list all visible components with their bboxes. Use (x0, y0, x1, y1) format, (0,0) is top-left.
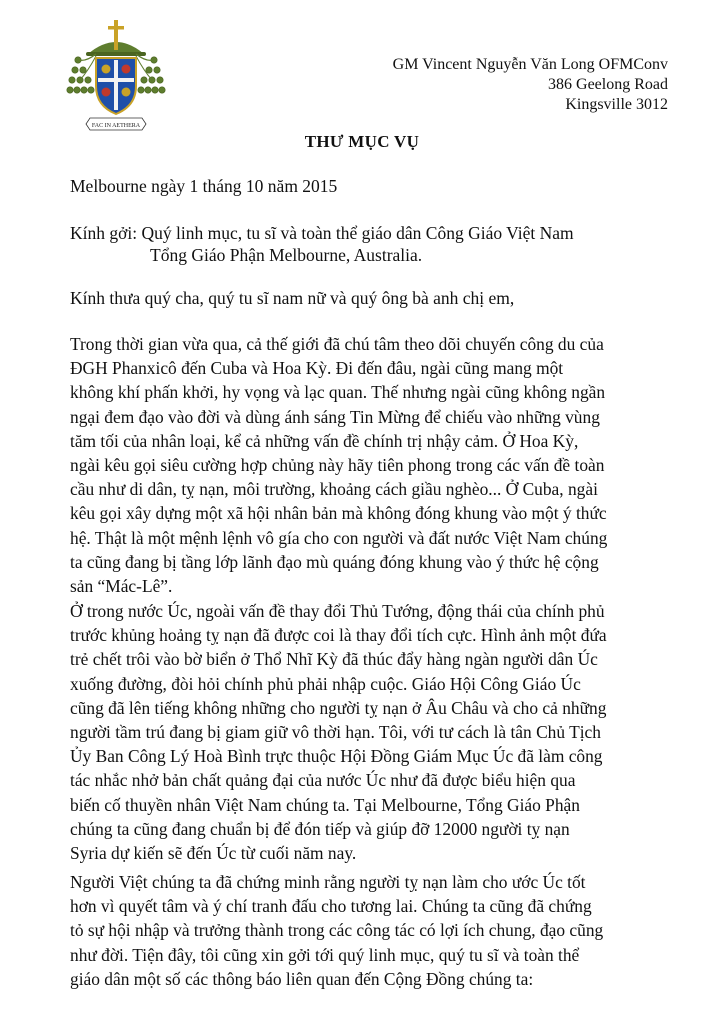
sender-name: GM Vincent Nguyễn Văn Long OFMConv (392, 56, 668, 73)
letter-title: THƯ MỤC VỤ (304, 132, 420, 151)
episcopal-coat-of-arms-icon (66, 16, 166, 134)
recipient-line-1: Kính gởi: Quý linh mục, tu sĩ và toàn thể giáo dân Công Giáo Việt Nam (70, 223, 574, 243)
body-paragraph (70, 332, 670, 598)
paragraph-line: sản “Mác-Lê”. (70, 576, 173, 597)
body-paragraph (70, 599, 670, 865)
date-line: Melbourne ngày 1 tháng 10 năm 2015 (70, 176, 338, 196)
sender-address (393, 55, 668, 115)
paragraph-line: Ở trong nước Úc, ngoài vấn đề thay đổi Thủ Tướng, động thái của chính phủ (70, 601, 605, 621)
paragraph-line: ĐGH Phanxicô đến Cuba và Hoa Kỳ. Đi đến đâu, ngài cũng mang một (70, 358, 564, 379)
paragraph-line: trước khủng hoảng tỵ nạn đã được coi là thay đổi tích cực. Hình ảnh một đứa (70, 625, 607, 646)
paragraph-line: ngại đem đạo vào đời và dùng ánh sáng Tin Mừng để chiếu vào những vùng (70, 406, 600, 427)
paragraph-line: trẻ chết trôi vào bờ biển ở Thổ Nhĩ Kỳ đã thúc đẩy hàng ngàn người dân Úc (70, 649, 598, 670)
salutation: Kính thưa quý cha, quý tu sĩ nam nữ và quý ông bà anh chị em, (70, 288, 515, 308)
paragraph-line: cầu như di dân, tỵ nạn, môi trường, khoảng cách giầu nghèo... Ở Cuba, ngài (70, 479, 598, 500)
paragraph-line: chúng ta cũng đang chuẩn bị để đón tiếp và giúp đỡ 12000 người tỵ nạn (70, 818, 570, 839)
paragraph-line: Người Việt chúng ta đã chứng minh rằng người tỵ nạn làm cho ước Úc tốt (70, 872, 586, 892)
paragraph-line: tăm tối của nhân loại, kể cả những vấn đề chính trị nhậy cảm. Ở Hoa Kỳ, (70, 430, 579, 451)
paragraph-line: ta cũng đang bị tầng lớp lãnh đạo mù quáng đóng khung vào ý thức hệ cộng (70, 551, 599, 572)
paragraph-line: ngài kêu gọi siêu cường hợp chủng này hãy tiên phong trong các vấn đề toàn (70, 455, 605, 476)
recipient-address (70, 222, 670, 266)
paragraph-line: Trong thời gian vừa qua, cả thế giới đã chú tâm theo dõi chuyến công du của (70, 334, 604, 354)
crest-motto: FAC IN AETHERA (91, 123, 141, 129)
paragraph-line: tác nhắc nhở bản chất quảng đại của nước Úc như đã được biểu hiện qua (70, 770, 576, 791)
paragraph-line: tỏ sự hội nhập và trưởng thành trong các công tác có lợi ích chung, đạo cũng (70, 920, 604, 941)
paragraph-line: Ủy Ban Công Lý Hoà Bình trực thuộc Hội Đồng Giám Mục Úc đã làm công (70, 746, 603, 767)
paragraph-line: Syria dự kiến sẽ đến Úc từ cuối năm nay. (70, 843, 357, 864)
paragraph-line: không khí phấn khởi, hy vọng và lạc quan. Thế nhưng ngài cũng không ngần (70, 382, 606, 403)
paragraph-line: giáo dân một số các thông báo liên quan đến Cộng Đồng chúng ta: (70, 968, 534, 989)
paragraph-line: xuống đường, đòi hỏi chính phủ phải nhập cuộc. Giáo Hội Công Giáo Úc (70, 673, 581, 694)
paragraph-line: như đời. Tiện đây, tôi cũng xin gởi tới quý linh mục, quý tu sĩ và toàn thể (70, 944, 580, 965)
sender-city: Kingsville 3012 (565, 96, 668, 113)
body-paragraph (70, 870, 670, 991)
paragraph-line: hệ. Thật là một mệnh lệnh vô gía cho con người và đất nước Việt Nam chúng (70, 527, 608, 548)
paragraph-line: hơn vì quyết tâm và ý chí tranh đấu cho tương lai. Chúng ta cũng đã chứng (70, 896, 592, 917)
recipient-line-2: Tổng Giáo Phận Melbourne, Australia. (150, 245, 423, 265)
paragraph-line: biến cố thuyền nhân Việt Nam chúng ta. Tại Melbourne, Tổng Giáo Phận (70, 794, 580, 815)
sender-street: 386 Geelong Road (548, 76, 668, 93)
paragraph-line: người tầm trú đang bị giam giữ vô thời hạn. Tôi, với tư cách là tân Chủ Tịch (70, 722, 601, 743)
paragraph-line: kêu gọi xây dựng một xã hội nhân bản mà không đóng khung vào một ý thức (70, 503, 607, 524)
paragraph-line: cũng đã lên tiếng không những cho người tỵ nạn ở Âu Châu và cho cả những (70, 697, 607, 718)
